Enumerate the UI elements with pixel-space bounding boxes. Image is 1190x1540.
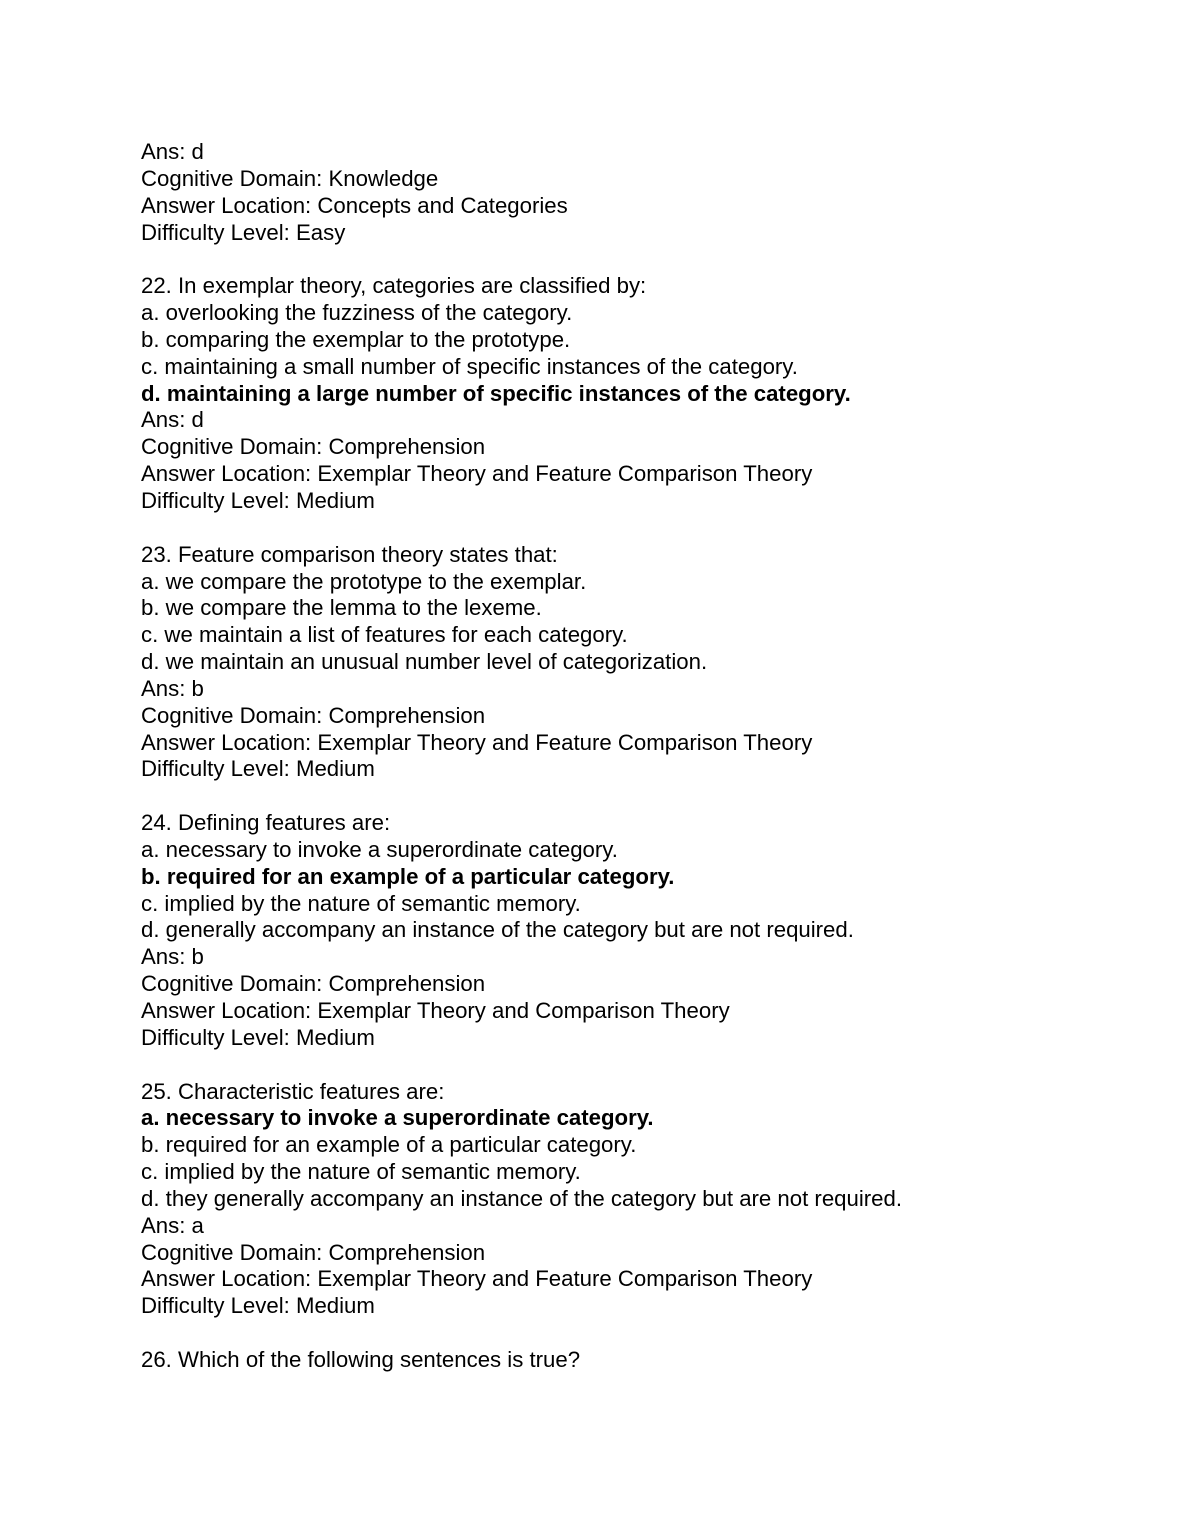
question-stem: 24. Defining features are:: [141, 810, 391, 836]
question-block-26: [141, 1347, 1101, 1374]
option-c: c. implied by the nature of semantic memory.: [141, 1159, 581, 1185]
answer-key: Ans: b: [141, 944, 204, 970]
answer-key: Ans: d: [141, 139, 204, 164]
question-block-25: [141, 1079, 1101, 1321]
option-c: c. implied by the nature of semantic memory.: [141, 890, 581, 916]
option-d: d. they generally accompany an instance of the category but are not required.: [141, 1185, 903, 1211]
document-page: [141, 139, 1101, 1374]
answer-key: Ans: b: [141, 675, 204, 701]
cognitive-domain: Cognitive Domain: Comprehension: [141, 702, 486, 728]
answer-key: Ans: d: [141, 407, 204, 433]
option-a: a. overlooking the fuzziness of the category.: [141, 300, 573, 326]
answer-location: Answer Location: Exemplar Theory and Feature Comparison Theory: [141, 1266, 813, 1292]
option-b: b. we compare the lemma to the lexeme.: [141, 595, 542, 621]
option-a: a. necessary to invoke a superordinate category.: [141, 836, 618, 862]
option-c: c. we maintain a list of features for each category.: [141, 622, 628, 648]
difficulty-level: Difficulty Level: Easy: [141, 219, 346, 245]
option-d: d. we maintain an unusual number level of categorization.: [141, 649, 708, 675]
option-b: b. comparing the exemplar to the prototype.: [141, 326, 571, 352]
option-a-correct: a. necessary to invoke a superordinate category.: [141, 1105, 654, 1131]
difficulty-level: Difficulty Level: Medium: [141, 1293, 375, 1319]
spacer: [141, 515, 1101, 542]
cognitive-domain: Cognitive Domain: Knowledge: [141, 165, 439, 191]
question-block-24: [141, 810, 1101, 1052]
option-d: d. generally accompany an instance of the category but are not required.: [141, 917, 854, 943]
answer-key: Ans: a: [141, 1212, 204, 1238]
cognitive-domain: Cognitive Domain: Comprehension: [141, 1239, 486, 1265]
answer-location: Answer Location: Concepts and Categories: [141, 192, 568, 218]
answer-location: Answer Location: Exemplar Theory and Comparison Theory: [141, 998, 730, 1023]
option-b-correct: b. required for an example of a particular category.: [141, 863, 675, 889]
question-stem: 23. Feature comparison theory states that:: [141, 541, 558, 567]
question-stem: 22. In exemplar theory, categories are classified by:: [141, 273, 647, 299]
question-stem: 26. Which of the following sentences is true?: [141, 1346, 581, 1372]
spacer: [141, 1320, 1101, 1347]
spacer: [141, 783, 1101, 810]
option-c: c. maintaining a small number of specific instances of the category.: [141, 353, 798, 379]
question-block-22: [141, 273, 1101, 515]
question-block-21-tail: [141, 139, 1101, 246]
answer-location: Answer Location: Exemplar Theory and Feature Comparison Theory: [141, 461, 813, 487]
option-b: b. required for an example of a particular category.: [141, 1132, 637, 1158]
cognitive-domain: Cognitive Domain: Comprehension: [141, 971, 486, 997]
spacer: [141, 1052, 1101, 1079]
difficulty-level: Difficulty Level: Medium: [141, 756, 375, 782]
option-a: a. we compare the prototype to the exemplar.: [141, 568, 587, 594]
difficulty-level: Difficulty Level: Medium: [141, 487, 375, 513]
question-stem: 25. Characteristic features are:: [141, 1078, 445, 1104]
question-block-23: [141, 542, 1101, 784]
spacer: [141, 246, 1101, 273]
answer-location: Answer Location: Exemplar Theory and Feature Comparison Theory: [141, 729, 813, 755]
option-d-correct: d. maintaining a large number of specific instances of the category.: [141, 380, 851, 406]
cognitive-domain: Cognitive Domain: Comprehension: [141, 434, 486, 460]
difficulty-level: Difficulty Level: Medium: [141, 1024, 375, 1050]
